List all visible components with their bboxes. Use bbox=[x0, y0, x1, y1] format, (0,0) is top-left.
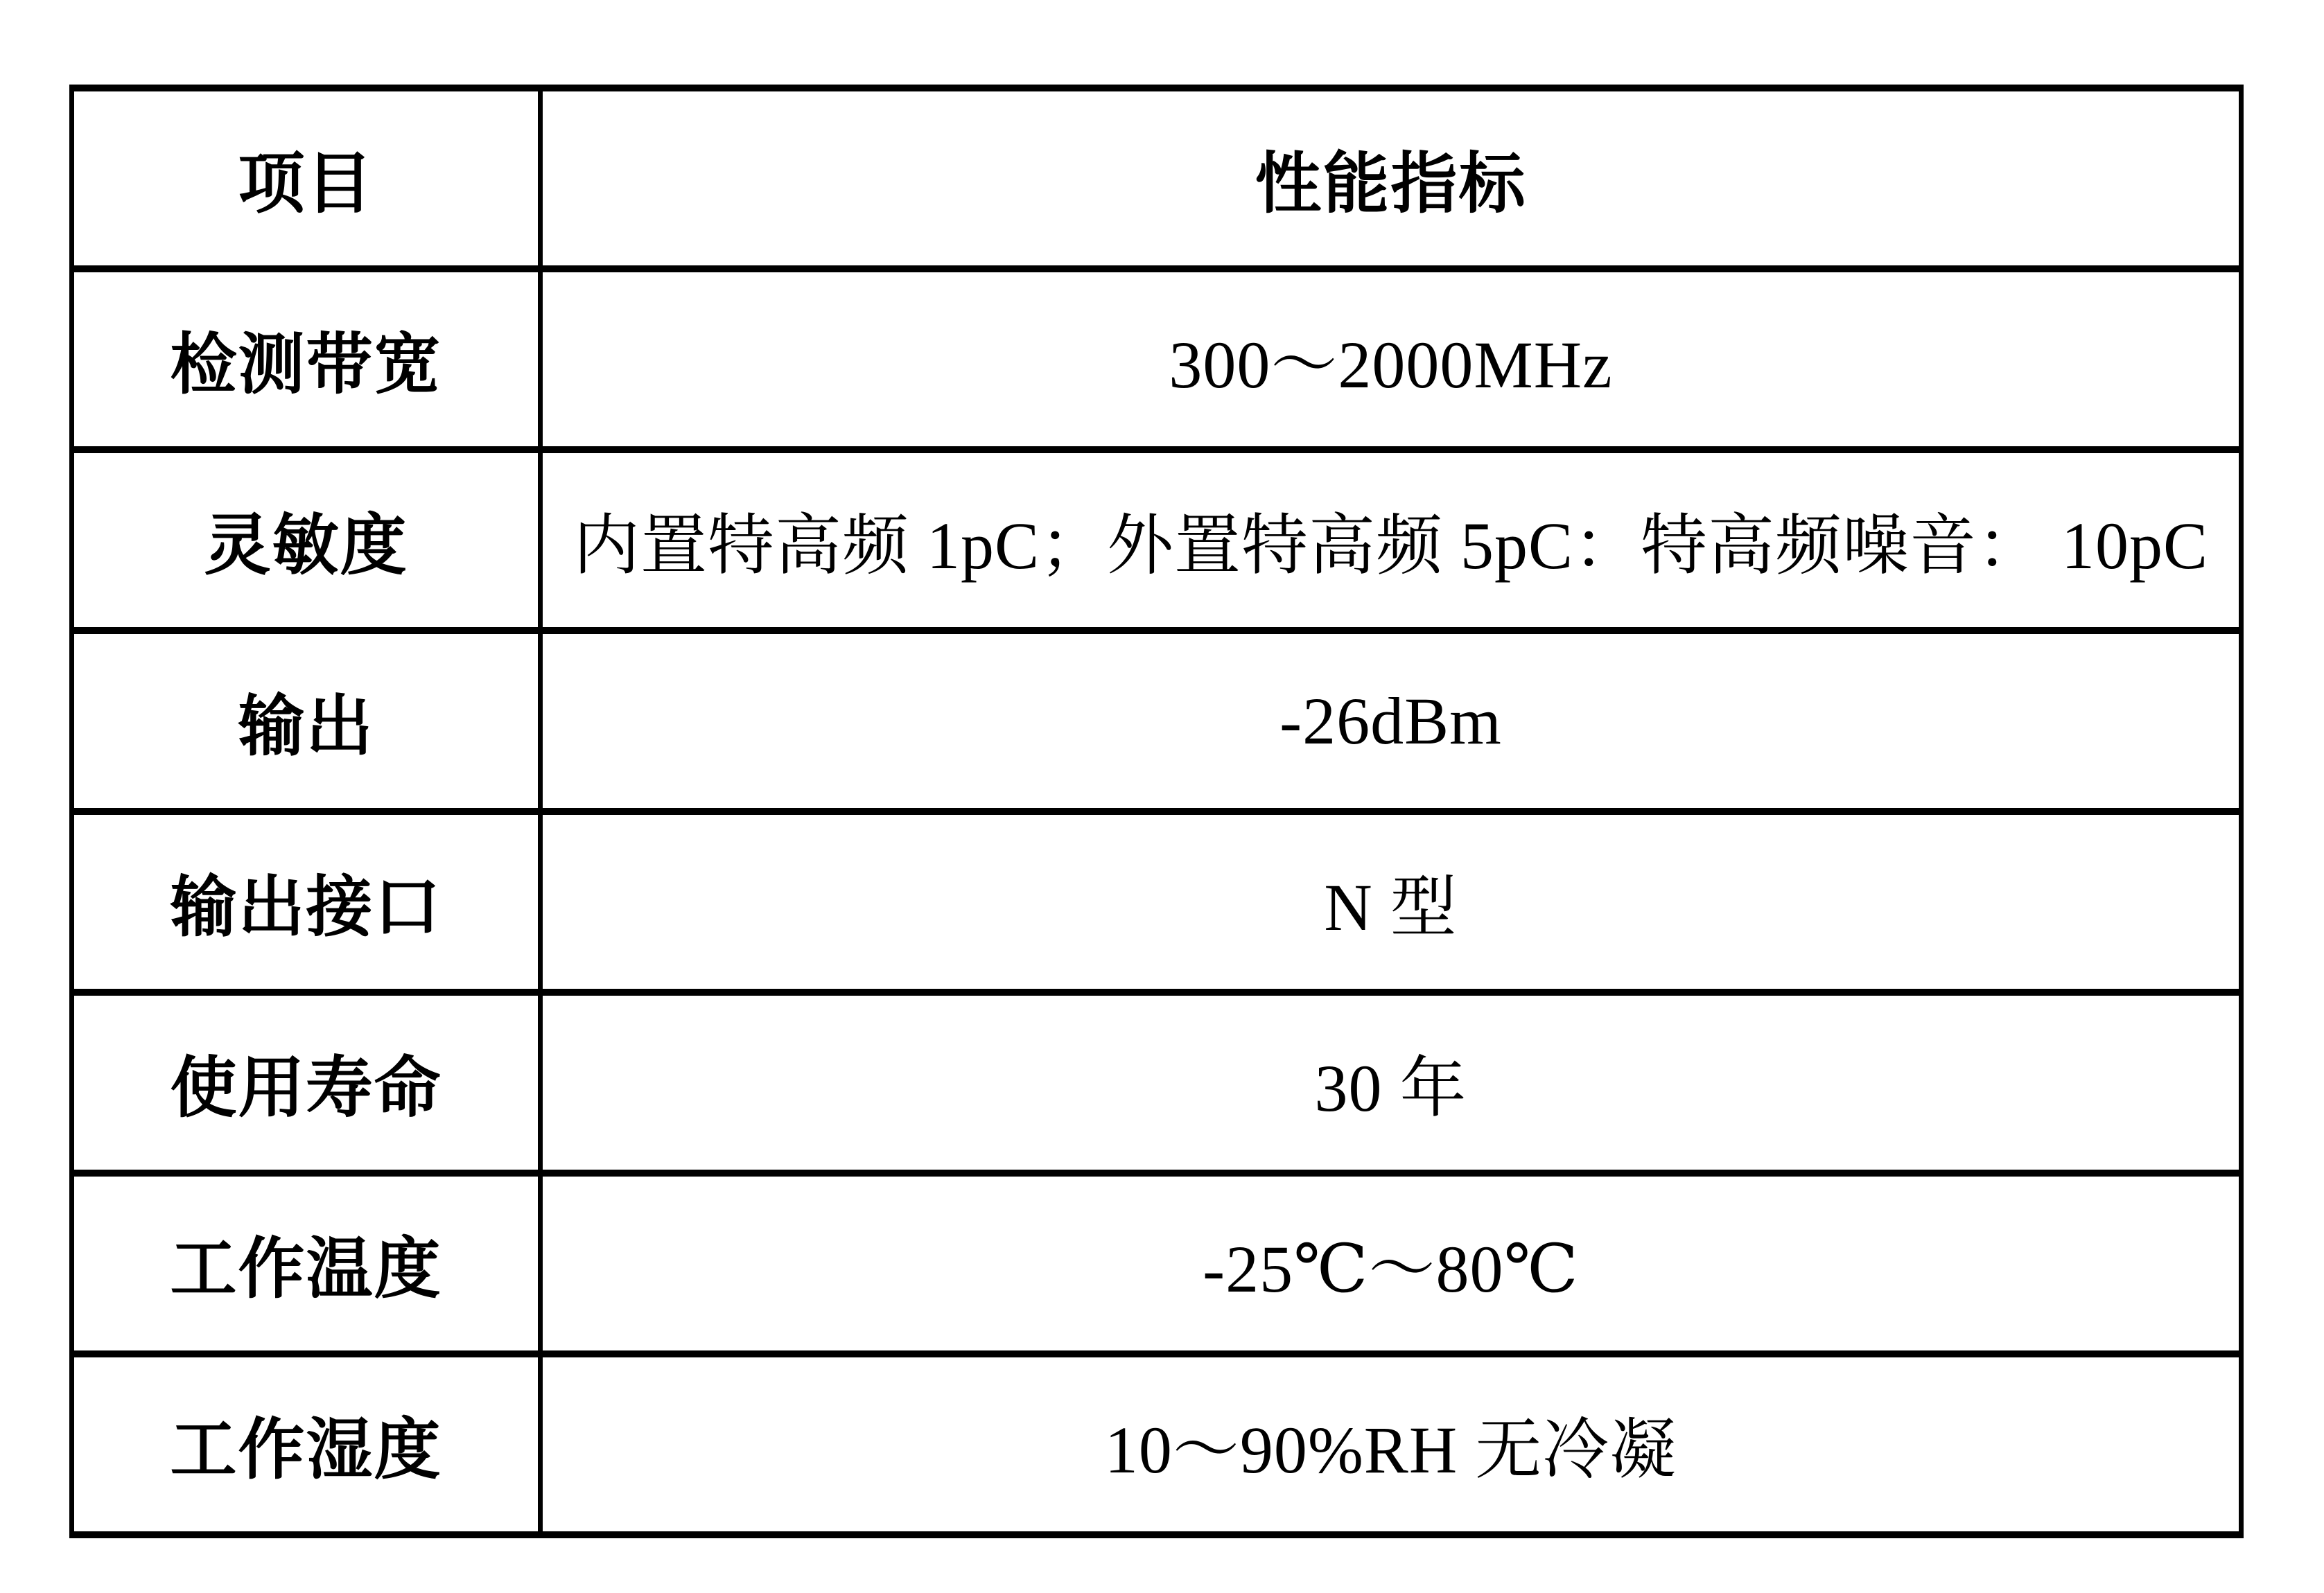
row-detection-bandwidth bbox=[72, 269, 2242, 450]
label-operating-humidity: 工作湿度 bbox=[72, 1354, 541, 1535]
label-service-life: 使用寿命 bbox=[72, 992, 541, 1173]
label-output-interface: 输出接口 bbox=[72, 811, 541, 992]
spec-table-container bbox=[69, 85, 2244, 1538]
row-operating-humidity bbox=[72, 1354, 2242, 1535]
performance-spec-table bbox=[69, 85, 2244, 1538]
label-sensitivity: 灵敏度 bbox=[72, 450, 541, 631]
header-row bbox=[72, 88, 2242, 269]
row-service-life bbox=[72, 992, 2242, 1173]
row-operating-temperature bbox=[72, 1173, 2242, 1354]
value-operating-humidity: 10～90%RH 无冷凝 bbox=[541, 1354, 2242, 1535]
value-operating-temperature: -25℃～80℃ bbox=[541, 1173, 2242, 1354]
value-sensitivity: 内置特高频 1pC；外置特高频 5pC：特高频噪音： 10pC bbox=[541, 450, 2242, 631]
row-output bbox=[72, 631, 2242, 811]
header-spec: 性能指标 bbox=[541, 88, 2242, 269]
header-item: 项目 bbox=[72, 88, 541, 269]
value-output: -26dBm bbox=[541, 631, 2242, 811]
label-detection-bandwidth: 检测带宽 bbox=[72, 269, 541, 450]
value-detection-bandwidth: 300～2000MHz bbox=[541, 269, 2242, 450]
row-sensitivity bbox=[72, 450, 2242, 631]
value-output-interface: N 型 bbox=[541, 811, 2242, 992]
row-output-interface bbox=[72, 811, 2242, 992]
label-output: 输出 bbox=[72, 631, 541, 811]
value-service-life: 30 年 bbox=[541, 992, 2242, 1173]
label-operating-temperature: 工作温度 bbox=[72, 1173, 541, 1354]
